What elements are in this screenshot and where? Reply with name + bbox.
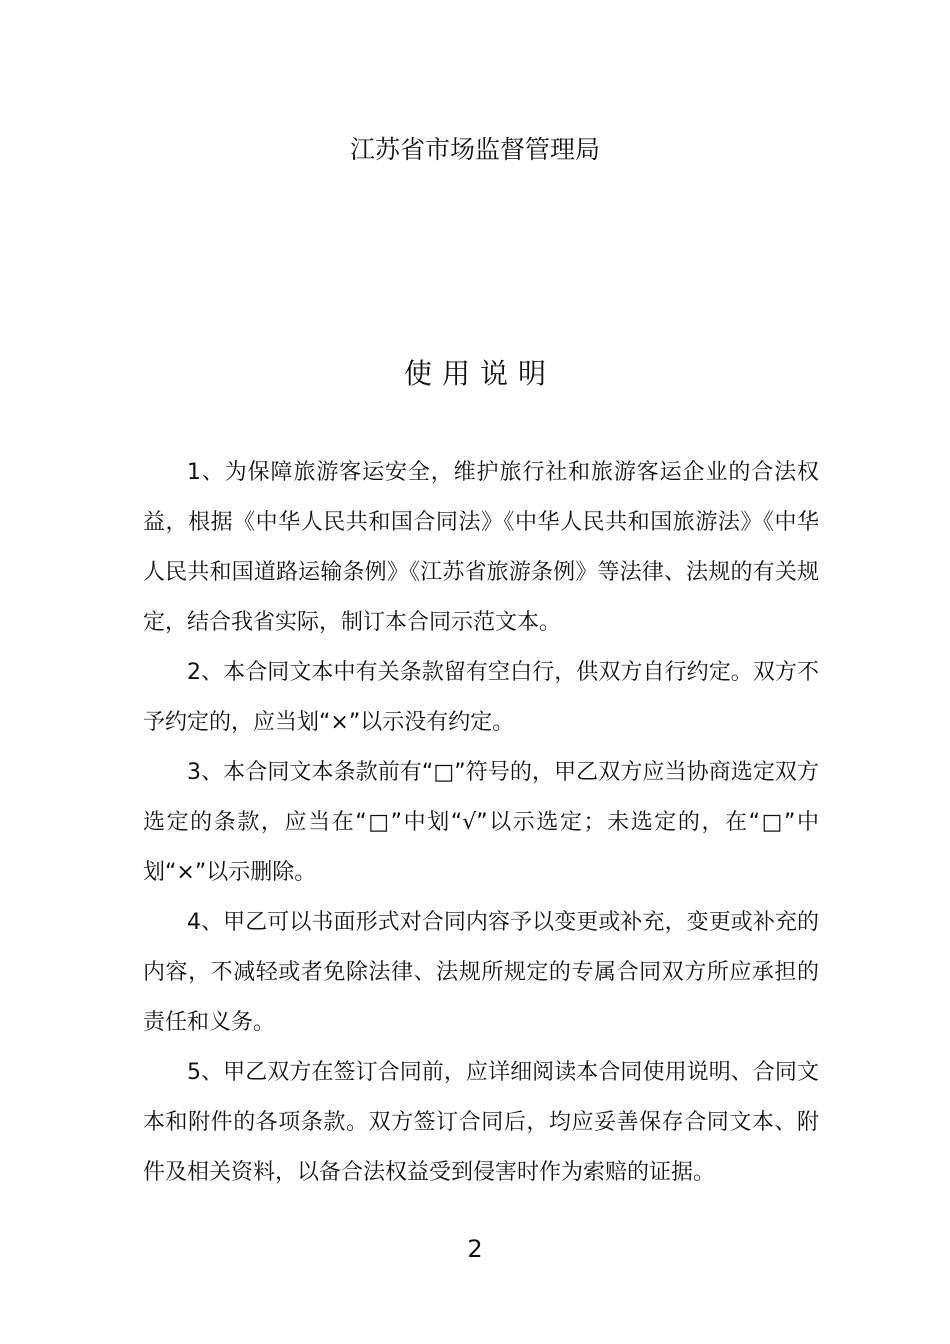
instruction-paragraph-1: 1、为保障旅游客运安全，维护旅行社和旅游客运企业的合法权益，根据《中华人民共和国合同法》《中华人民共和国旅游法》《中华人民共和国道路运输条例》《江苏省旅游条例》等法律、法规的有关规定，结合我省实际，制订本合同示范文本。 [143, 460, 819, 635]
instruction-paragraph-5: 5、甲乙双方在签订合同前，应详细阅读本合同使用说明、合同文本和附件的各项条款。双方签订合同后，均应妥善保存合同文本、附件及相关资料，以备合法权益受到侵害时作为索赔的证据。 [143, 1060, 819, 1185]
instruction-paragraph-4: 4、甲乙可以书面形式对合同内容予以变更或补充，变更或补充的内容，不减轻或者免除法律、法规所规定的专属合同双方所应承担的责任和义务。 [143, 910, 819, 1035]
instructions-body [143, 448, 819, 1198]
instruction-paragraph-3: 3、本合同文本条款前有“□”符号的，甲乙双方应当协商选定双方选定的条款，应当在“□”中划“√”以示选定；未选定的，在“□”中划“×”以示删除。 [143, 760, 819, 885]
page-number: 2 [467, 1235, 483, 1263]
issuer-name: 江苏省市场监督管理局 [349, 135, 600, 164]
instruction-paragraph-2: 2、本合同文本中有关条款留有空白行，供双方自行约定。双方不予约定的，应当划“×”以示没有约定。 [143, 660, 819, 735]
page-title: 使用说明 [403, 357, 556, 390]
